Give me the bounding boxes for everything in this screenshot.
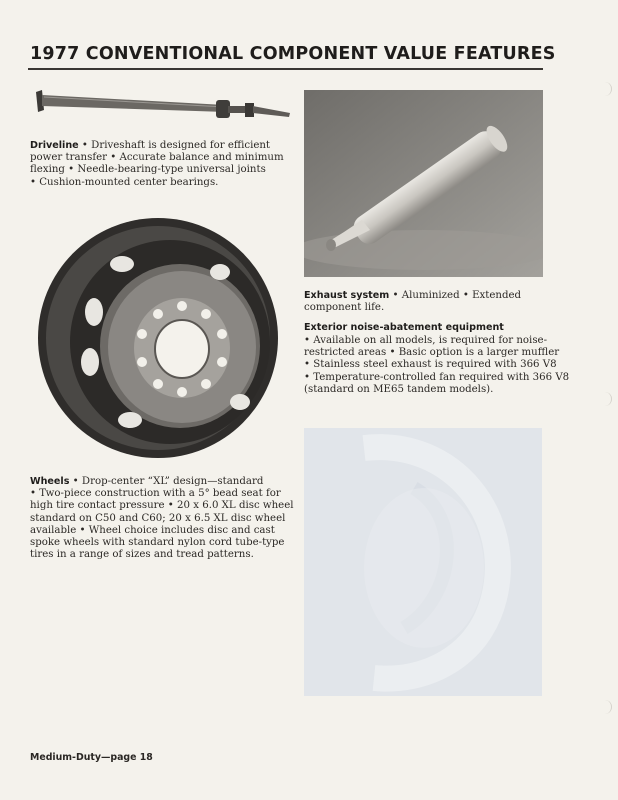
driveline-caption: Driveline • Driveshaft is designed for efficient power transfer • Accurate balance and minimum flexing • Needle-bearing-type universal joints • Cushion-mounted center bearings. bbox=[30, 140, 284, 188]
binder-mark bbox=[601, 392, 612, 406]
title-rule bbox=[28, 68, 543, 70]
page-footer: Medium-Duty—page 18 bbox=[30, 752, 153, 763]
page-title: 1977 CONVENTIONAL COMPONENT VALUE FEATURES bbox=[30, 44, 556, 64]
driveline-heading: Driveline bbox=[30, 140, 79, 151]
binder-mark bbox=[601, 82, 612, 96]
noise-caption: • Available on all models, is required for noise- restricted areas • Basic option is a larger muffler • Stainless steel exhaust is required with 366 V8 • Temperature-controlled fan required with 366 V8 (standard on ME65 tandem models). bbox=[304, 335, 570, 395]
exhaust-photo bbox=[304, 90, 543, 277]
binder-mark bbox=[601, 700, 612, 714]
faded-image bbox=[304, 428, 542, 696]
wheels-caption: Wheels • Drop-center “XL” design—standard • Two-piece construction with a 5° bead seat for high tire contact pressure • 20 x 6.0 XL disc wheel standard on C50 and C60; 20 x 6.5 XL disc wheel available • Wheel choice includes disc and cast spoke wheels with standard nylon cord tube-type tires in a range of sizes and tread patterns. bbox=[30, 476, 294, 561]
noise-heading: Exterior noise-abatement equipment bbox=[304, 322, 504, 333]
wheels-heading: Wheels bbox=[30, 476, 70, 487]
wheel-image bbox=[30, 212, 280, 464]
exhaust-heading: Exhaust system bbox=[304, 290, 390, 301]
exhaust-caption: Exhaust system • Aluminized • Extended component life. bbox=[304, 290, 522, 314]
driveshaft-image bbox=[30, 84, 292, 136]
